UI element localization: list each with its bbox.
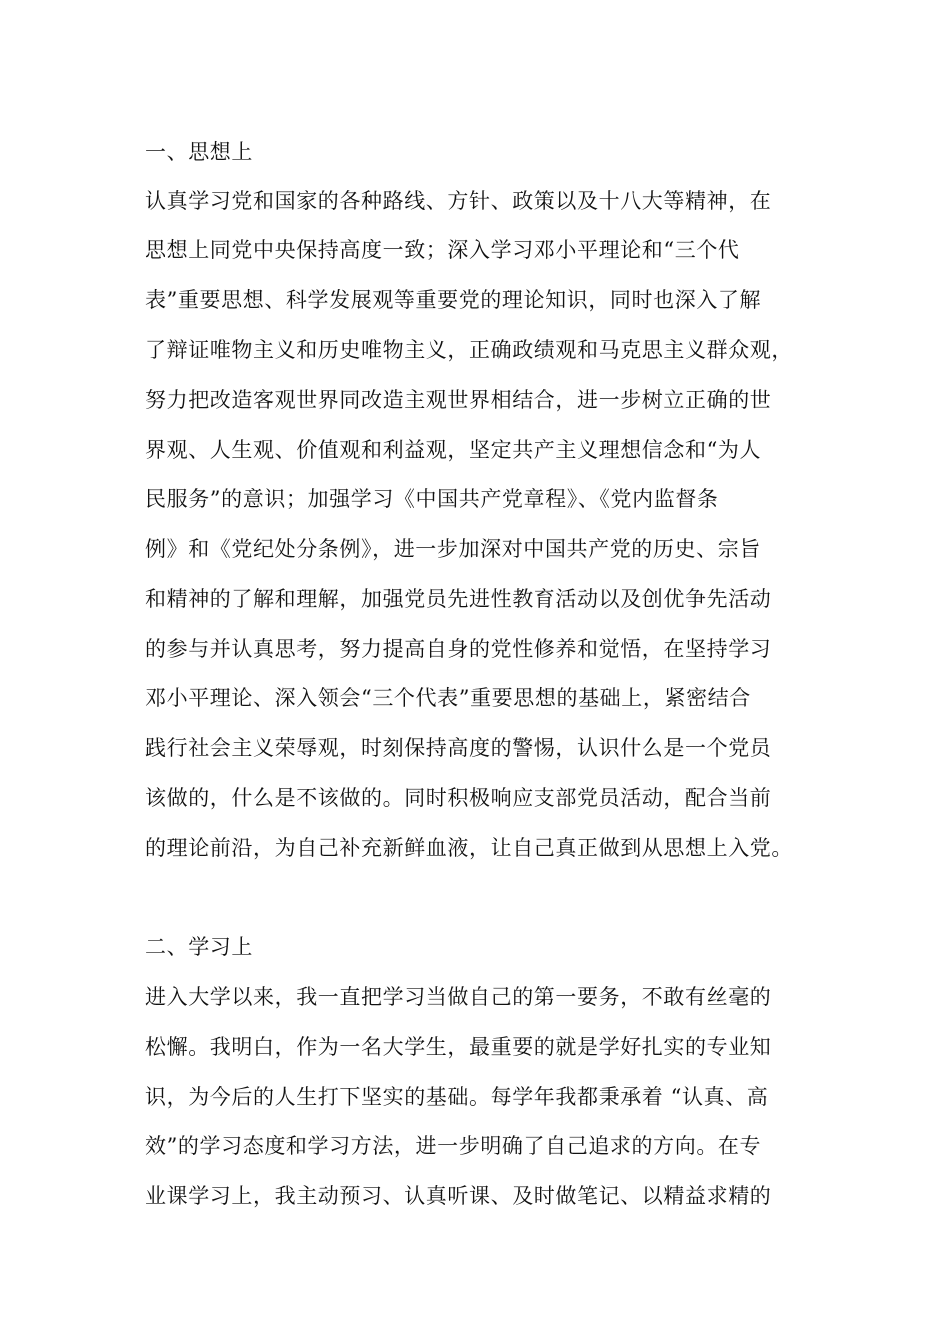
- paragraph-line: 了辩证唯物主义和历史唯物主义，正确政绩观和马克思主义群众观，: [145, 338, 793, 362]
- paragraph-line: 践行社会主义荣辱观，时刻保持高度的警惕，认识什么是一个党员: [145, 736, 772, 760]
- paragraph-line: 的理论前沿，为自己补充新鲜血液，让自己真正做到从思想上入党。: [145, 836, 793, 860]
- paragraph-line: 认真学习党和国家的各种路线、方针、政策以及十八大等精神，在: [145, 189, 772, 213]
- paragraph-line: 业课学习上，我主动预习、认真听课、及时做笔记、以精益求精的: [145, 1184, 772, 1208]
- paragraph-line: 和精神的了解和理解，加强党员先进性教育活动以及创优争先活动: [145, 587, 772, 611]
- paragraph-line: 该做的，什么是不该做的。同时积极响应支部党员活动，配合当前: [145, 786, 772, 810]
- paragraph-line: 界观、人生观、价值观和利益观，坚定共产主义理想信念和“为人: [145, 438, 762, 462]
- paragraph-line: 松懈。我明白，作为一名大学生，最重要的就是学好扎实的专业知: [145, 1035, 772, 1059]
- section-heading-thought: 一、思想上: [145, 140, 253, 164]
- paragraph-line: 进入大学以来，我一直把学习当做自己的第一要务，不敢有丝毫的: [145, 985, 772, 1009]
- paragraph-line: 努力把改造客观世界同改造主观世界相结合，进一步树立正确的世: [145, 388, 772, 412]
- paragraph-line: 表”重要思想、科学发展观等重要党的理论知识，同时也深入了解: [145, 288, 762, 312]
- paragraph-line: 的参与并认真思考，努力提高自身的党性修养和觉悟，在坚持学习: [145, 637, 772, 661]
- paragraph-line: 例》和《党纪处分条例》，进一步加深对中国共产党的历史、宗旨: [145, 537, 761, 561]
- paragraph-line: 思想上同党中央保持高度一致；深入学习邓小平理论和“三个代: [145, 238, 740, 262]
- paragraph-line: 识，为今后的人生打下坚实的基础。每学年我都秉承着 “认真、高: [145, 1085, 769, 1109]
- paragraph-line: 邓小平理论、深入领会“三个代表”重要思想的基础上，紧密结合: [145, 686, 751, 710]
- section-heading-study: 二、学习上: [145, 935, 253, 959]
- paragraph-line: 民服务”的意识；加强学习《中国共产党章程》、《党内监督条: [145, 487, 719, 511]
- paragraph-line: 效”的学习态度和学习方法，进一步明确了自己追求的方向。在专: [145, 1134, 762, 1158]
